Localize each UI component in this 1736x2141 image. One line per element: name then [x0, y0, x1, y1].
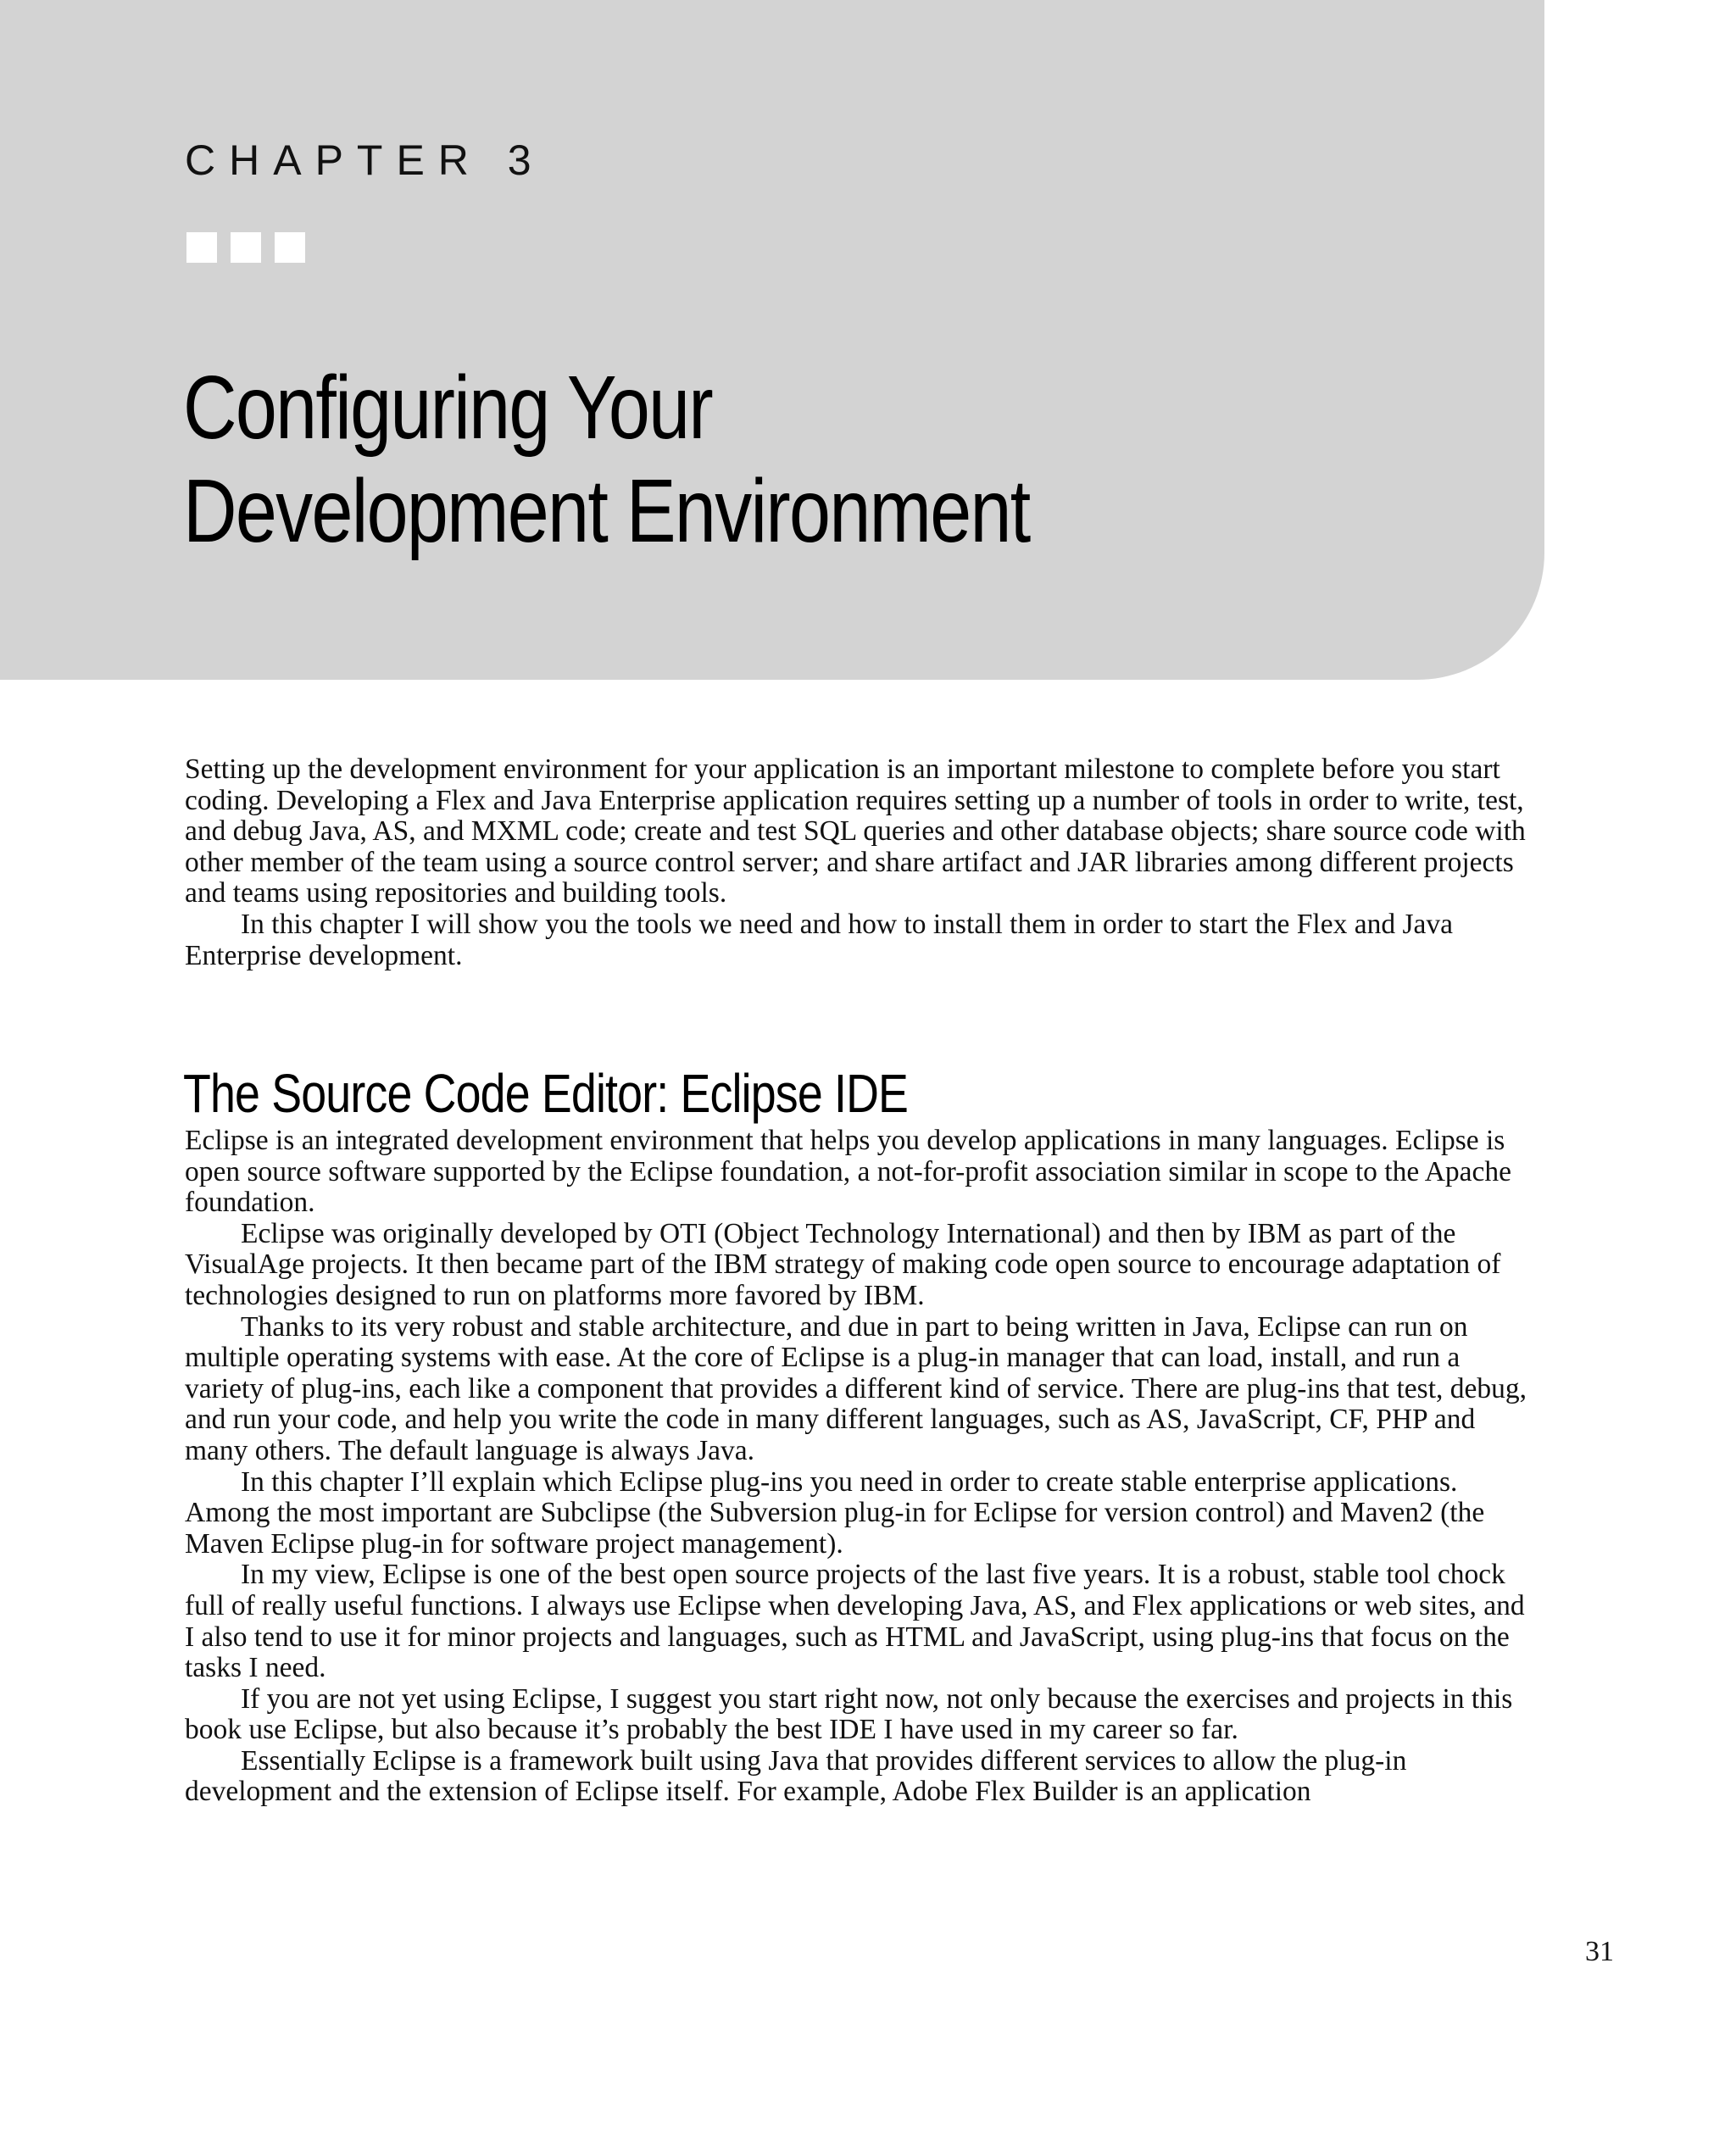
- page-number: 31: [1585, 1936, 1614, 1967]
- chapter-title: [183, 356, 1281, 563]
- chapter-label: CHAPTER 3: [185, 136, 545, 184]
- section-paragraph: If you are not yet using Eclipse, I suggest you start right now, not only because the exercises and projects in this book use Eclipse, but also because it’s probably the best IDE I have used in my career so far.: [185, 1682, 1513, 1746]
- intro-paragraph: In this chapter I will show you the tools we need and how to install them in order to start the Flex and Java Enterprise development.: [185, 908, 1453, 971]
- intro-paragraph: Setting up the development environment for your application is an important milestone to complete before you start coding. Developing a Flex and Java Enterprise application requires setting up a number of tools in order to write, test, and debug Java, AS, and MXML code; create and test SQL queries and other database objects; share source code with other member of the team using a source control server; and share artifact and JAR libraries among different projects and teams using repositories and building tools.: [185, 754, 1526, 909]
- chapter-markers: [186, 232, 305, 263]
- chapter-marker-square: [231, 232, 261, 263]
- chapter-title-line-2: Development Environment: [183, 461, 1030, 561]
- intro-text: [185, 754, 1534, 971]
- chapter-marker-square: [275, 232, 305, 263]
- section-paragraph: Eclipse is an integrated development environment that helps you develop applications in many languages. Eclipse is open source software supported by the Eclipse foundation, a not-for-profit association similar in scope to the Apache foundation.: [185, 1125, 1512, 1219]
- section-paragraph: Thanks to its very robust and stable architecture, and due in part to being written in Java, Eclipse can run on multiple operating systems with ease. At the core of Eclipse is a plug-in manager that can load, install, and run a variety of plug-ins, each like a component that provides a different kind of service. There are plug-ins that test, debug, and run your code, and help you write the code in many different languages, such as AS, JavaScript, CF, PHP and many others. The default language is always Java.: [185, 1310, 1527, 1466]
- section-heading: The Source Code Editor: Eclipse IDE: [183, 1063, 909, 1124]
- section-body: [185, 1126, 1534, 1808]
- section-paragraph: In my view, Eclipse is one of the best open source projects of the last five years. It is a robust, stable tool chock full of really useful functions. I always use Eclipse when developing Java, AS, and Flex applications or web sites, and I also tend to use it for minor projects and languages, such as HTML and JavaScript, using plug-ins that focus on the tasks I need.: [185, 1559, 1525, 1684]
- chapter-title-line-1: Configuring Your: [183, 358, 713, 458]
- section-paragraph: Essentially Eclipse is a framework built using Java that provides different services to allow the plug-in development and the extension of Eclipse itself. For example, Adobe Flex Builder is an application: [185, 1744, 1407, 1808]
- section-paragraph: Eclipse was originally developed by OTI (Object Technology International) and then by IBM as part of the VisualAge projects. It then became part of the IBM strategy of making code open source to encourage adaptation of technologies designed to run on platforms more favored by IBM.: [185, 1217, 1501, 1311]
- chapter-marker-square: [186, 232, 217, 263]
- chapter-header-band: [0, 0, 1544, 680]
- section-paragraph: In this chapter I’ll explain which Eclipse plug-ins you need in order to create stable enterprise applications. Among the most important are Subclipse (the Subversion plug-in for Eclipse for version control) and Maven2 (the Maven Eclipse plug-in for software project management).: [185, 1465, 1485, 1560]
